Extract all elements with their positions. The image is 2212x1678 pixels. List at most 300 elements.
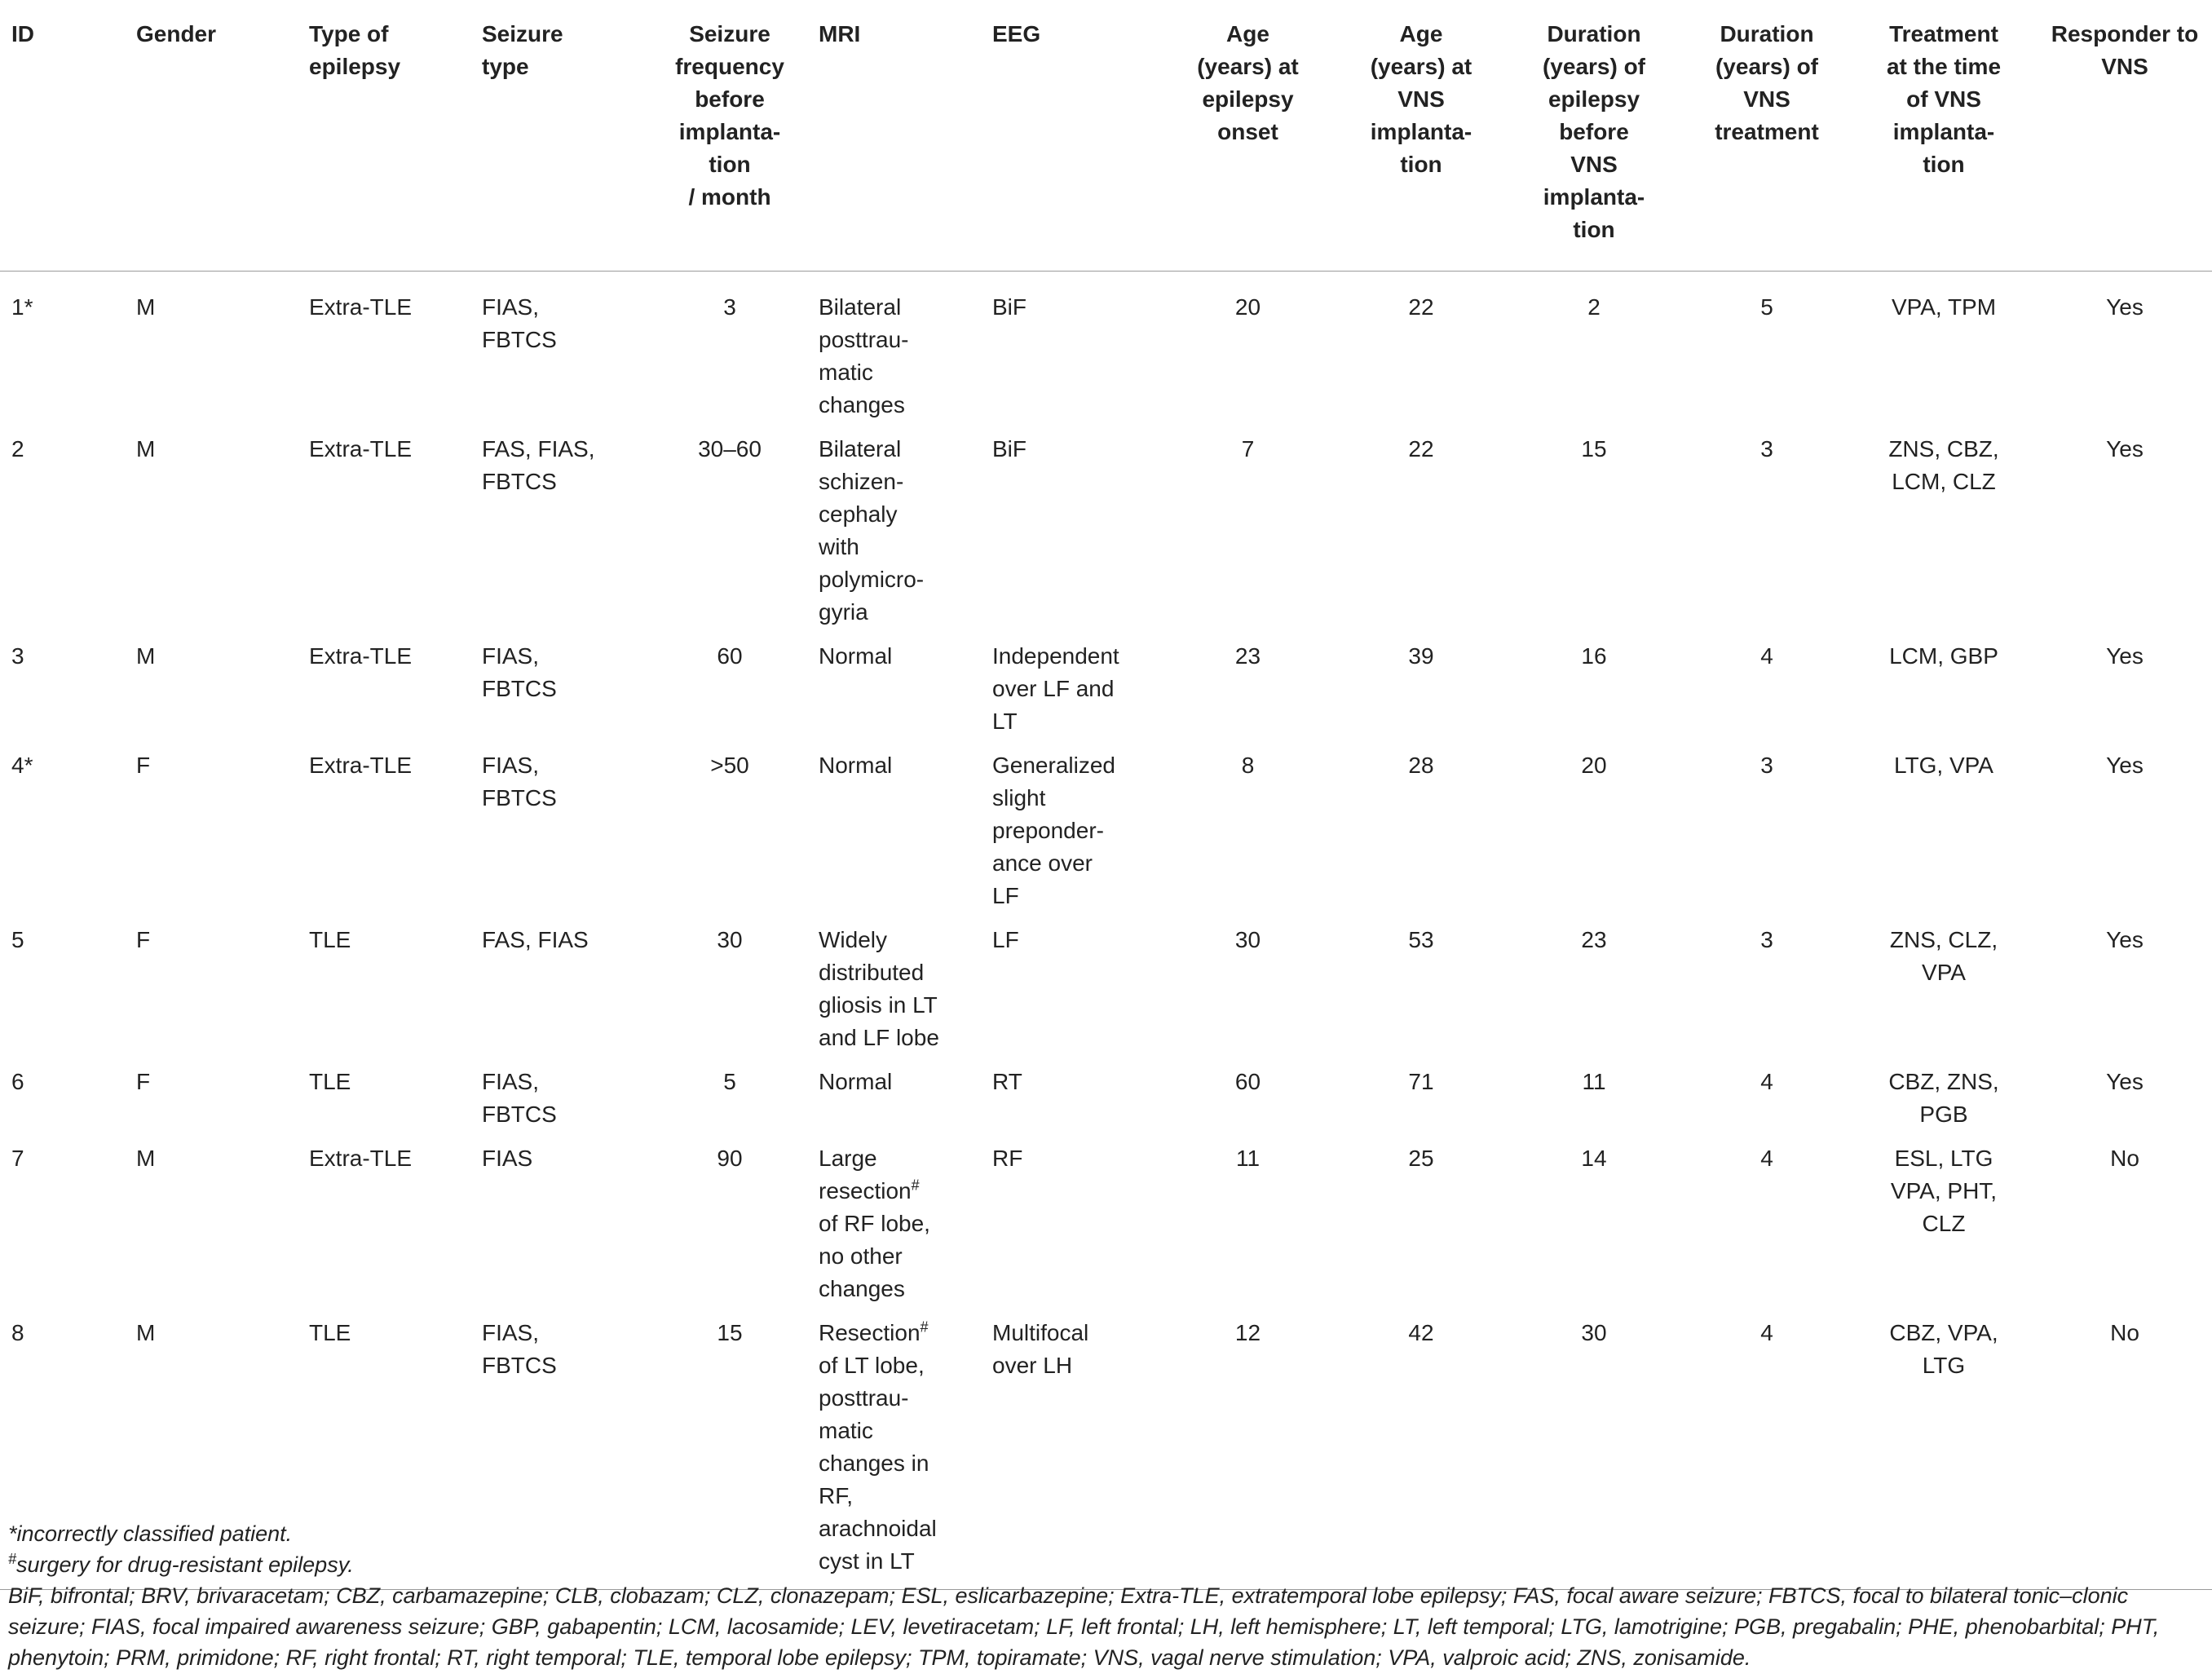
- column-header-line: tion: [1573, 217, 1615, 242]
- footnote-abbreviations: BiF, bifrontal; BRV, brivaracetam; CBZ, carbamazepine; CLB, clobazam; CLZ, clonazepam; ESL, eslicarbazepine; Extra-TLE, extratemporal lobe epilepsy; FAS, focal aware seizure; FBTCS, focal to bilateral tonic–clonic seizure; FIAS, focal impaired awareness seizure; GBP, gabapentin; LCM, lacosamide; LEV, levetiracetam; LF, left frontal; LH, left hemisphere; LT, left temporal; LTG, lamotrigine; PGB, pregabalin; PHE, phenobarbital; PHT, phenytoin; PRM, primidone; RF, right frontal; RT, right temporal; TLE, temporal lobe epilepsy; TPM, topiramate; VNS, vagal nerve stimulation; VPA, valproic acid; ZNS, zonisamide.: [8, 1583, 2160, 1670]
- table-row: [0, 433, 2212, 640]
- column-header-line: VNS: [1743, 86, 1790, 112]
- cell-line: RF: [992, 1146, 1023, 1171]
- cell-line: Bilateral: [819, 294, 902, 320]
- cell-type: [298, 640, 470, 749]
- column-header-line: treatment: [1715, 119, 1819, 144]
- cell-value: 3: [1760, 436, 1773, 461]
- cell-line: Normal: [819, 643, 893, 669]
- cell-value: 11: [1235, 1146, 1261, 1171]
- cell-line: FBTCS: [482, 785, 557, 810]
- cell-gender: [125, 1066, 298, 1142]
- cell-value: Yes: [2106, 753, 2144, 778]
- cell-line: LF: [992, 927, 1019, 952]
- cell-value: Yes: [2106, 927, 2144, 952]
- column-header-line: VNS: [2101, 54, 2148, 79]
- cell-id: [0, 433, 125, 640]
- cell-dur_vns: [1677, 1142, 1850, 1317]
- cell-line: of LT lobe,: [819, 1353, 925, 1378]
- column-header-eeg: [981, 11, 1158, 272]
- cell-value: Yes: [2106, 1069, 2144, 1094]
- cell-line: FBTCS: [482, 1102, 557, 1127]
- column-header-line: of VNS: [1906, 86, 1981, 112]
- cell-dur_vns: [1677, 640, 1850, 749]
- column-header-responder: [2031, 11, 2212, 272]
- column-header-line: Treatment: [1889, 21, 1998, 46]
- cell-line: and LF lobe: [819, 1025, 939, 1050]
- column-header-type: [298, 11, 470, 272]
- cell-value: 39: [1408, 643, 1434, 669]
- table-row: [0, 272, 2212, 434]
- cell-value: F: [136, 1069, 151, 1094]
- cell-value: 15: [1581, 436, 1607, 461]
- column-header-line: type: [482, 54, 529, 79]
- cell-line: ESL, LTG: [1894, 1146, 1993, 1171]
- cell-line: FBTCS: [482, 469, 557, 494]
- cell-value: 30: [717, 927, 743, 952]
- cell-value: Yes: [2106, 643, 2144, 669]
- cell-line: Widely: [819, 927, 888, 952]
- cell-value: 8: [1241, 753, 1255, 778]
- cell-treatment: [1850, 1066, 2031, 1142]
- cell-gender: [125, 640, 298, 749]
- cell-line: cyst in LT: [819, 1548, 915, 1574]
- table-footnotes: [0, 1518, 2201, 1673]
- column-header-line: VNS: [1397, 86, 1445, 112]
- column-header-treatment: [1850, 11, 2031, 272]
- cell-dur_before: [1504, 640, 1677, 749]
- cell-value: Extra-TLE: [309, 436, 413, 461]
- column-header-line: before: [695, 86, 765, 112]
- cell-line: preponder-: [992, 818, 1104, 843]
- cell-age_onset: [1158, 1066, 1331, 1142]
- cell-freq: [646, 1066, 807, 1142]
- column-header-line: Age: [1226, 21, 1269, 46]
- cell-value: 71: [1408, 1069, 1434, 1094]
- cell-line: LT: [992, 709, 1018, 734]
- cell-treatment: [1850, 272, 2031, 434]
- column-header-age_onset: [1158, 11, 1331, 272]
- cell-line: ance over: [992, 850, 1093, 876]
- cell-line: FIAS,: [482, 753, 540, 778]
- cell-value: M: [136, 436, 156, 461]
- cell-value: Yes: [2106, 436, 2144, 461]
- cell-treatment: [1850, 924, 2031, 1066]
- cell-value: 12: [1234, 1320, 1261, 1345]
- cell-dur_before: [1504, 433, 1677, 640]
- cell-value: 28: [1408, 753, 1434, 778]
- column-header-id: [0, 11, 125, 272]
- cell-age_vns: [1331, 1142, 1504, 1317]
- cell-value: M: [136, 294, 156, 320]
- column-header-line: epilepsy: [1202, 86, 1294, 112]
- cell-dur_vns: [1677, 272, 1850, 434]
- cell-treatment: [1850, 433, 2031, 640]
- cell-line: FIAS,: [482, 1320, 540, 1345]
- cell-line: posttrau-: [819, 327, 909, 352]
- column-header-line: frequency: [675, 54, 784, 79]
- column-header-freq: [646, 11, 807, 272]
- cell-value: 7: [1241, 436, 1255, 461]
- cell-dur_vns: [1677, 924, 1850, 1066]
- cell-value: 8: [11, 1320, 24, 1345]
- cell-line: with: [819, 534, 859, 559]
- cell-value: 22: [1408, 294, 1434, 320]
- hash-mark: #: [911, 1177, 920, 1194]
- cell-line: PGB: [1919, 1102, 1968, 1127]
- cell-value: 60: [1234, 1069, 1261, 1094]
- cell-line: cephaly: [819, 501, 898, 527]
- column-header-dur_before: [1504, 11, 1677, 272]
- footnote-hash: [8, 1549, 2201, 1580]
- column-header-line: (years) of: [1542, 54, 1646, 79]
- column-header-line: Age: [1399, 21, 1443, 46]
- cell-line: Generalized: [992, 753, 1115, 778]
- cell-value: TLE: [309, 1069, 351, 1094]
- cell-eeg: [981, 272, 1158, 434]
- cell-seizure_type: [470, 272, 646, 434]
- cell-dur_vns: [1677, 433, 1850, 640]
- column-header-line: (years) at: [1197, 54, 1299, 79]
- cell-responder: [2031, 1142, 2212, 1317]
- column-header-mri: [807, 11, 981, 272]
- cell-line: FIAS: [482, 1146, 533, 1171]
- cell-value: 5: [723, 1069, 736, 1094]
- cell-id: [0, 749, 125, 924]
- cell-line: Resection#: [819, 1318, 929, 1345]
- cell-treatment: [1850, 749, 2031, 924]
- cell-gender: [125, 272, 298, 434]
- cell-freq: [646, 272, 807, 434]
- cell-id: [0, 640, 125, 749]
- cell-value: 6: [11, 1069, 24, 1094]
- column-header-line: / month: [688, 184, 771, 210]
- hash-mark: #: [8, 1551, 17, 1567]
- cell-line: LCM, CLZ: [1892, 469, 1996, 494]
- cell-line: ZNS, CBZ,: [1888, 436, 1999, 461]
- cell-line: BiF: [992, 294, 1027, 320]
- cell-dur_before: [1504, 1142, 1677, 1317]
- cell-line: Independent: [992, 643, 1119, 669]
- cell-type: [298, 749, 470, 924]
- cell-value: 5: [11, 927, 24, 952]
- cell-value: 20: [1581, 753, 1607, 778]
- column-header-line: Responder to: [2051, 21, 2199, 46]
- cell-seizure_type: [470, 1066, 646, 1142]
- cell-value: TLE: [309, 1320, 351, 1345]
- cell-line: FIAS,: [482, 1069, 540, 1094]
- cell-value: 4: [1760, 1146, 1773, 1171]
- cell-line: gyria: [819, 599, 868, 625]
- column-header-gender: [125, 11, 298, 272]
- cell-eeg: [981, 1142, 1158, 1317]
- cell-value: >50: [710, 753, 749, 778]
- header-row: [0, 11, 2212, 272]
- cell-eeg: [981, 640, 1158, 749]
- cell-value: 60: [717, 643, 743, 669]
- footnote-asterisk: *incorrectly classified patient.: [8, 1521, 293, 1546]
- cell-line: ZNS, CLZ,: [1889, 927, 1998, 952]
- cell-age_vns: [1331, 924, 1504, 1066]
- cell-value: 5: [1760, 294, 1773, 320]
- cell-line: arachnoidal: [819, 1516, 937, 1541]
- cell-age_onset: [1158, 433, 1331, 640]
- column-header-seizure_type: [470, 11, 646, 272]
- cell-freq: [646, 433, 807, 640]
- cell-line: no other: [819, 1243, 903, 1269]
- cell-responder: [2031, 272, 2212, 434]
- cell-age_onset: [1158, 1142, 1331, 1317]
- column-header-line: implanta-: [1543, 184, 1645, 210]
- cell-gender: [125, 749, 298, 924]
- cell-value: 11: [1582, 1069, 1606, 1094]
- cell-gender: [125, 433, 298, 640]
- cell-dur_before: [1504, 924, 1677, 1066]
- column-header-line: (years) of: [1715, 54, 1819, 79]
- cell-type: [298, 272, 470, 434]
- cell-seizure_type: [470, 640, 646, 749]
- cell-value: M: [136, 1146, 156, 1171]
- cell-line: FAS, FIAS: [482, 927, 589, 952]
- cell-line: Normal: [819, 1069, 893, 1094]
- column-header-line: MRI: [819, 21, 861, 46]
- cell-value: Yes: [2106, 294, 2144, 320]
- cell-responder: [2031, 1066, 2212, 1142]
- column-header-dur_vns: [1677, 11, 1850, 272]
- cell-line: changes in: [819, 1451, 929, 1476]
- column-header-line: (years) at: [1370, 54, 1472, 79]
- cell-value: 23: [1581, 927, 1607, 952]
- cell-value: 3: [723, 294, 736, 320]
- cell-age_vns: [1331, 749, 1504, 924]
- cell-line: RT: [992, 1069, 1022, 1094]
- column-header-line: epilepsy: [309, 54, 401, 79]
- column-header-line: Seizure: [482, 21, 563, 46]
- column-header-line: implanta-: [1892, 119, 1995, 144]
- cell-line: polymicro-: [819, 567, 925, 592]
- cell-age_vns: [1331, 640, 1504, 749]
- column-header-line: onset: [1217, 119, 1278, 144]
- cell-value: No: [2110, 1320, 2139, 1345]
- cell-dur_vns: [1677, 1066, 1850, 1142]
- cell-value: 1*: [11, 294, 33, 320]
- column-header-line: before: [1559, 119, 1629, 144]
- cell-id: [0, 924, 125, 1066]
- cell-value: 14: [1581, 1146, 1607, 1171]
- cell-freq: [646, 640, 807, 749]
- cell-age_vns: [1331, 433, 1504, 640]
- column-header-line: implanta-: [678, 119, 781, 144]
- cell-age_onset: [1158, 272, 1331, 434]
- cell-line: Multifocal: [992, 1320, 1089, 1345]
- cell-freq: [646, 1142, 807, 1317]
- cell-responder: [2031, 749, 2212, 924]
- cell-line: matic: [819, 1418, 873, 1443]
- cell-line: LCM, GBP: [1889, 643, 1998, 669]
- cell-mri: [807, 1066, 981, 1142]
- cell-type: [298, 433, 470, 640]
- cell-value: 90: [717, 1146, 743, 1171]
- cell-line: CBZ, ZNS,: [1888, 1069, 1999, 1094]
- cell-value: 7: [11, 1146, 24, 1171]
- cell-line: FBTCS: [482, 327, 557, 352]
- cell-mri: [807, 1142, 981, 1317]
- cell-line: over LF and: [992, 676, 1115, 701]
- cell-eeg: [981, 433, 1158, 640]
- column-header-line: tion: [709, 152, 751, 177]
- cell-value: No: [2110, 1146, 2139, 1171]
- column-header-line: tion: [1400, 152, 1442, 177]
- column-header-line: Duration: [1720, 21, 1814, 46]
- cell-mri: [807, 924, 981, 1066]
- column-header-line: Type of: [309, 21, 389, 46]
- column-header-line: implanta-: [1370, 119, 1472, 144]
- cell-freq: [646, 749, 807, 924]
- cell-age_vns: [1331, 272, 1504, 434]
- cell-dur_vns: [1677, 749, 1850, 924]
- cell-value: 30–60: [698, 436, 762, 461]
- cell-line: BiF: [992, 436, 1027, 461]
- cell-type: [298, 1142, 470, 1317]
- cell-line: VPA, TPM: [1891, 294, 1997, 320]
- cell-line: schizen-: [819, 469, 904, 494]
- cell-line: changes: [819, 1276, 905, 1301]
- cell-eeg: [981, 1066, 1158, 1142]
- cell-value: 4: [1760, 1069, 1773, 1094]
- cell-line: Bilateral: [819, 436, 902, 461]
- column-header-line: at the time: [1886, 54, 2002, 79]
- table-row: [0, 1066, 2212, 1142]
- cell-value: M: [136, 643, 156, 669]
- cell-mri: [807, 749, 981, 924]
- cell-value: Extra-TLE: [309, 294, 413, 320]
- cell-value: 4: [1760, 1320, 1773, 1345]
- cell-value: 4*: [11, 753, 33, 778]
- cell-value: 2: [11, 436, 24, 461]
- cell-line: LTG: [1922, 1353, 1966, 1378]
- cell-value: 30: [1581, 1320, 1607, 1345]
- cell-treatment: [1850, 1142, 2031, 1317]
- cell-mri: [807, 272, 981, 434]
- column-header-line: Duration: [1547, 21, 1641, 46]
- cell-eeg: [981, 924, 1158, 1066]
- cell-id: [0, 272, 125, 434]
- cell-seizure_type: [470, 1142, 646, 1317]
- cell-age_onset: [1158, 640, 1331, 749]
- cell-value: 42: [1408, 1320, 1434, 1345]
- cell-age_onset: [1158, 749, 1331, 924]
- cell-line: distributed: [819, 960, 925, 985]
- cell-value: F: [136, 927, 151, 952]
- cell-responder: [2031, 640, 2212, 749]
- column-header-line: Seizure: [689, 21, 770, 46]
- cell-value: 30: [1234, 927, 1261, 952]
- cell-line: LTG, VPA: [1894, 753, 1993, 778]
- cell-value: 25: [1408, 1146, 1434, 1171]
- cell-responder: [2031, 433, 2212, 640]
- cell-eeg: [981, 749, 1158, 924]
- column-header-line: tion: [1923, 152, 1965, 177]
- cell-line: FBTCS: [482, 1353, 557, 1378]
- cell-value: TLE: [309, 927, 351, 952]
- cell-line: FAS, FIAS,: [482, 436, 595, 461]
- cell-id: [0, 1142, 125, 1317]
- cell-freq: [646, 924, 807, 1066]
- cell-responder: [2031, 924, 2212, 1066]
- cell-line: CLZ: [1922, 1211, 1966, 1236]
- cell-dur_before: [1504, 272, 1677, 434]
- cell-age_onset: [1158, 924, 1331, 1066]
- cell-value: 2: [1587, 294, 1600, 320]
- cell-value: 4: [1760, 643, 1773, 669]
- cell-gender: [125, 1142, 298, 1317]
- table-row: [0, 640, 2212, 749]
- cell-line: LF: [992, 883, 1019, 908]
- cell-value: M: [136, 1320, 156, 1345]
- cell-mri: [807, 640, 981, 749]
- column-header-line: Gender: [136, 21, 217, 46]
- cell-seizure_type: [470, 433, 646, 640]
- cell-line: of RF lobe,: [819, 1211, 930, 1236]
- cell-value: 20: [1234, 294, 1261, 320]
- cell-line: matic: [819, 360, 873, 385]
- cell-line: FBTCS: [482, 676, 557, 701]
- cell-value: 23: [1234, 643, 1261, 669]
- cell-value: 3: [1760, 753, 1773, 778]
- cell-line: CBZ, VPA,: [1889, 1320, 1998, 1345]
- cell-dur_before: [1504, 1066, 1677, 1142]
- cell-line: changes: [819, 392, 905, 417]
- column-header-line: epilepsy: [1548, 86, 1640, 112]
- cell-line: Normal: [819, 753, 893, 778]
- cell-type: [298, 924, 470, 1066]
- cell-type: [298, 1066, 470, 1142]
- cell-line: VPA: [1922, 960, 1966, 985]
- column-header-line: EEG: [992, 21, 1041, 46]
- cell-line: gliosis in LT: [819, 992, 938, 1018]
- cell-line: VPA, PHT,: [1890, 1178, 1998, 1203]
- cell-value: Extra-TLE: [309, 1146, 413, 1171]
- cell-id: [0, 1066, 125, 1142]
- cell-gender: [125, 924, 298, 1066]
- column-header-line: ID: [11, 21, 34, 46]
- table-row: [0, 924, 2212, 1066]
- table-row: [0, 749, 2212, 924]
- cell-value: Extra-TLE: [309, 753, 413, 778]
- column-header-line: VNS: [1570, 152, 1618, 177]
- footnote-hash-text: surgery for drug-resistant epilepsy.: [16, 1552, 354, 1577]
- cell-line: FIAS,: [482, 294, 540, 320]
- patient-characteristics-table: [0, 11, 2212, 1591]
- cell-value: F: [136, 753, 151, 778]
- cell-age_vns: [1331, 1066, 1504, 1142]
- column-header-age_vns: [1331, 11, 1504, 272]
- cell-value: 53: [1408, 927, 1434, 952]
- cell-line: over LH: [992, 1353, 1073, 1378]
- cell-value: 22: [1408, 436, 1434, 461]
- cell-line: FIAS,: [482, 643, 540, 669]
- cell-line: resection#: [819, 1177, 920, 1203]
- hash-mark: #: [920, 1318, 929, 1336]
- cell-treatment: [1850, 640, 2031, 749]
- cell-value: 3: [11, 643, 24, 669]
- cell-seizure_type: [470, 924, 646, 1066]
- cell-value: 15: [717, 1320, 743, 1345]
- cell-mri: [807, 433, 981, 640]
- cell-value: 16: [1581, 643, 1607, 669]
- cell-line: Large: [819, 1146, 877, 1171]
- cell-line: posttrau-: [819, 1385, 909, 1411]
